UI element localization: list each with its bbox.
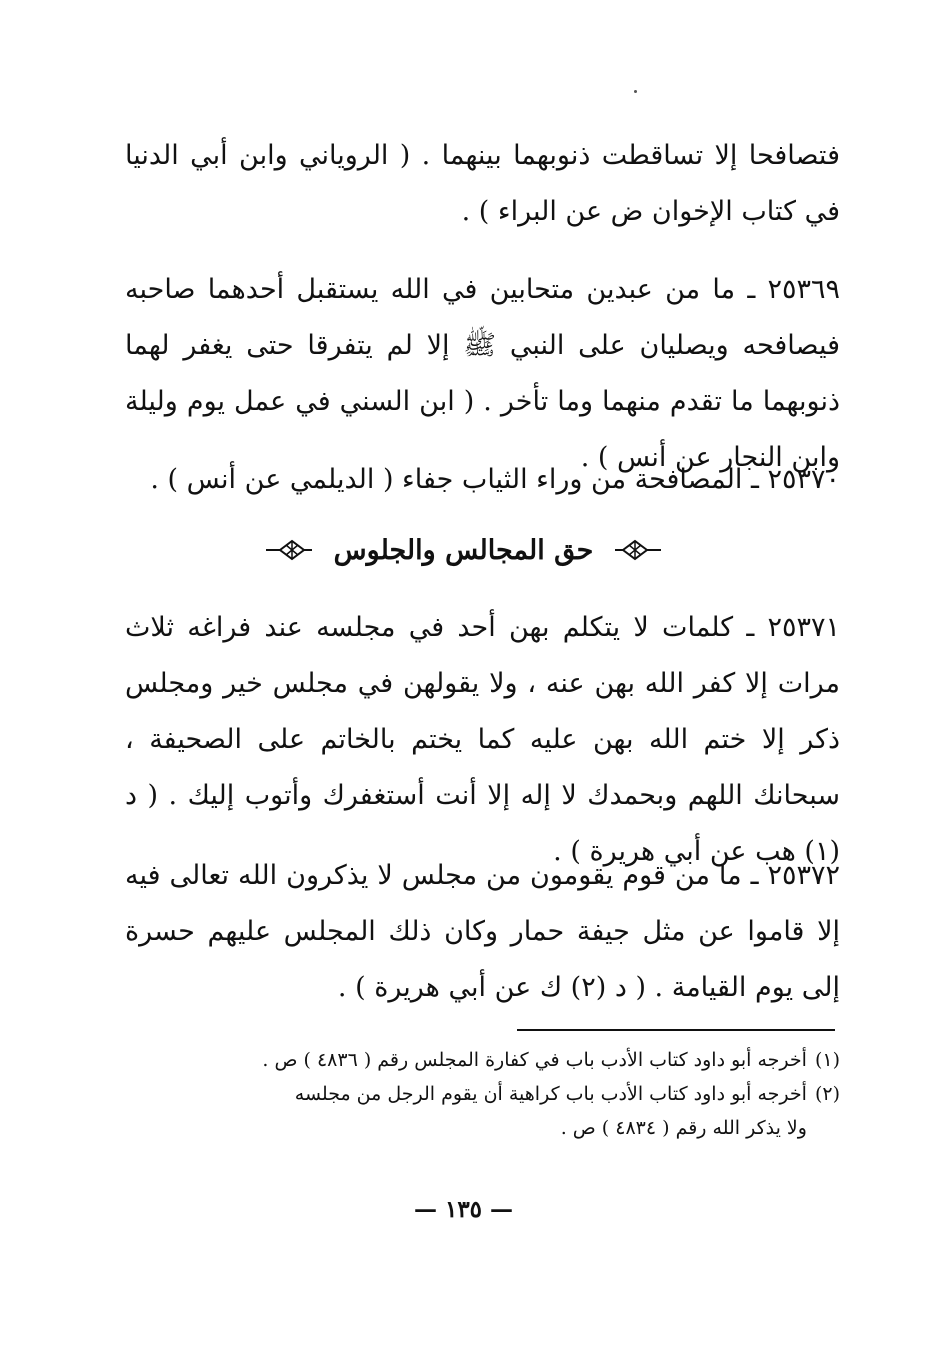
ornament-left-icon <box>264 538 316 562</box>
footnote-line: أخرجه أبو داود كتاب الأدب باب كراهية أن يقوم الرجل من مجلسه <box>294 1083 807 1105</box>
hadith-25369: ٢٥٣٦٩ ـ ما من عبدين متحابين في الله يستقبل أحدهما صاحبه فيصافحه ويصليان على النبي ﷺ إلا لم يتفرقا حتى يغفر لهما ذنوبهما ما تقدم منهما وما تأخر . ( ابن السني في عمل يوم وليلة وابن النجار عن أنس ) . <box>125 274 840 473</box>
footnote-line: أخرجه أبو داود كتاب الأدب باب في كفارة المجلس رقم ( ٤٨٣٦ ) ص . <box>262 1049 807 1071</box>
section-heading-title: حق المجالس والجلوس <box>333 534 594 566</box>
footnote-divider <box>517 1029 835 1031</box>
hadith-25371: ٢٥٣٧١ ـ كلمات لا يتكلم بهن أحد في مجلسه عند فراغه ثلاث مرات إلا كفر الله بهن عنه ، ولا يقولهن في مجلس خير ومجلس ذكر إلا ختم الله بهن عليه كما يختم بالخاتم على الصحيفة ، سبحانك اللهم وبحمدك لا إله إلا أنت أستغفرك وأتوب إليك . ( د (١) هب عن أبي هريرة ) . <box>125 612 840 867</box>
footnotes <box>125 1043 840 1145</box>
footnote-line: ولا يذكر الله رقم ( ٤٨٣٤ ) ص . <box>560 1117 807 1139</box>
page-number: — ١٣٥ — <box>413 1196 514 1223</box>
paragraph-continuation: فتصافحا إلا تساقطت ذنوبهما بينهما . ( الروياني وابن أبي الدنيا في كتاب الإخوان ض عن البراء ) . <box>125 140 840 227</box>
footnote-1 <box>125 1043 840 1077</box>
footnote-2 <box>125 1077 840 1145</box>
footnote-text <box>125 1077 807 1145</box>
footnote-marker: (١) <box>814 1049 840 1071</box>
footnote-text <box>125 1043 807 1077</box>
hadith-25370: ٢٥٣٧٠ ـ المصافحة من وراء الثياب جفاء ( الديلمي عن أنس ) . <box>150 464 840 495</box>
ornament-right-icon <box>611 538 663 562</box>
section-heading <box>0 527 927 573</box>
footnote-marker: (٢) <box>814 1083 840 1105</box>
speck-mark <box>634 90 637 93</box>
hadith-25372: ٢٥٣٧٢ ـ ما من قوم يقومون من مجلس لا يذكرون الله تعالى فيه إلا قاموا عن مثل جيفة حمار وكان ذلك المجلس عليهم حسرة إلى يوم القيامة . ( د (٢) ك عن أبي هريرة ) . <box>125 860 840 1003</box>
